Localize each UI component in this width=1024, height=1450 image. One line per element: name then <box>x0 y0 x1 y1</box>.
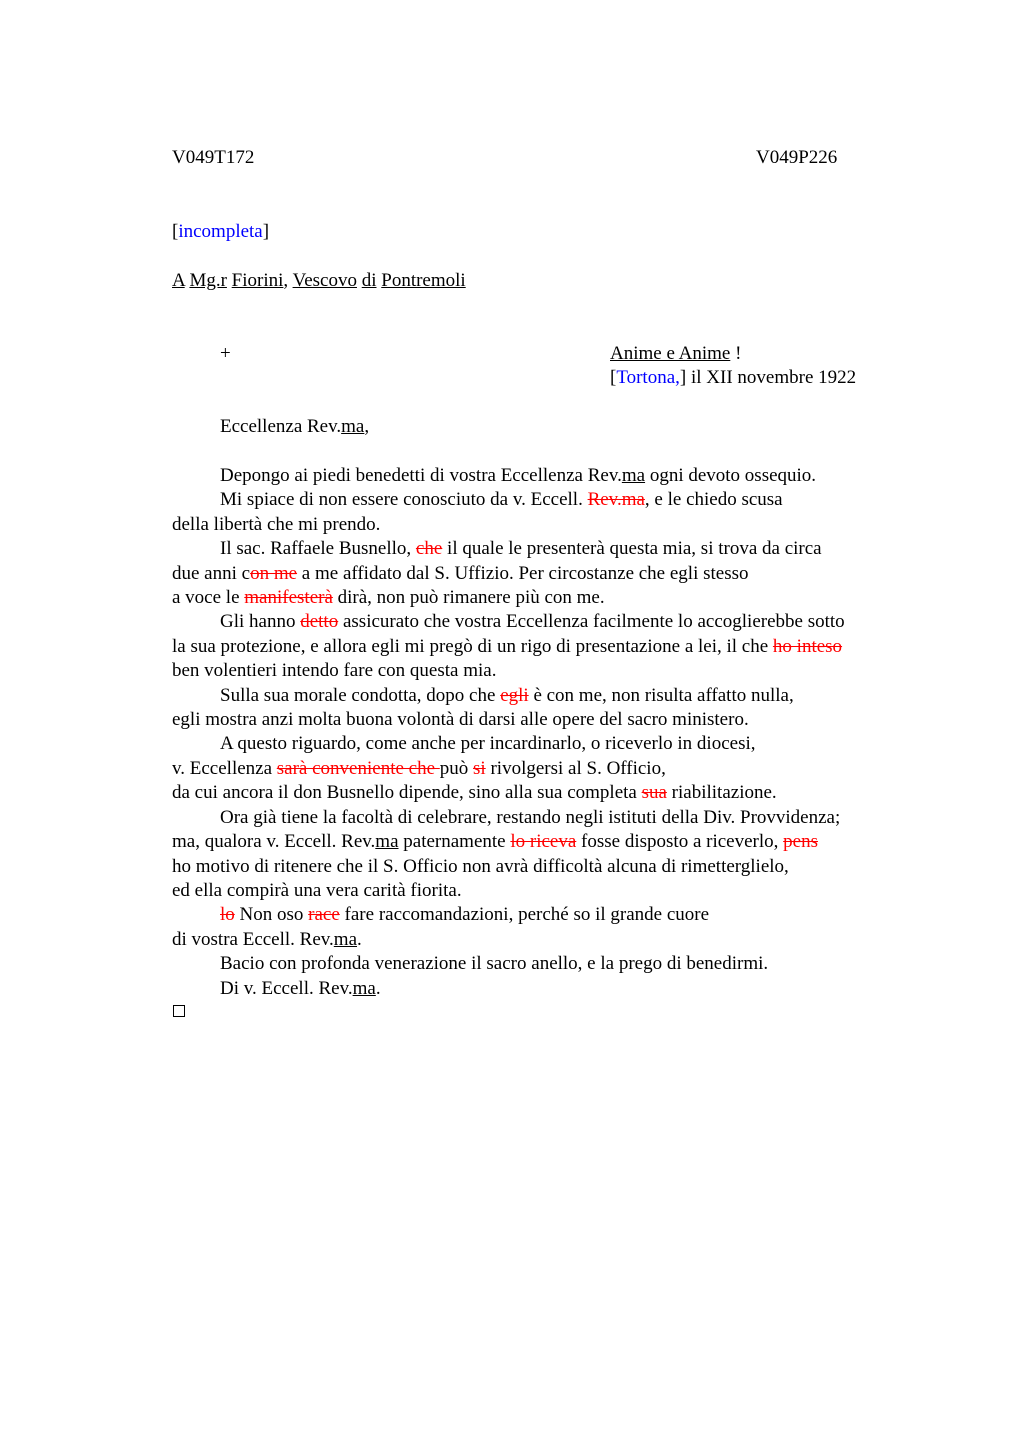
body-line: Il sac. Raffaele Busnello, che il quale le presenterà questa mia, si trova da circa <box>220 538 822 560</box>
deleted-text: che <box>415 538 443 560</box>
deleted-text: sarà conveniente che <box>276 757 440 779</box>
document-code-left: V049T172 <box>172 147 255 168</box>
motto: Anime e Anime ! <box>610 343 742 364</box>
body-line: di vostra Eccell. Rev.ma. <box>172 928 362 950</box>
body-line: la sua protezione, e allora egli mi pregò di un rigo di presentazione a lei, il che ho inteso <box>172 635 843 657</box>
body-line: Di v. Eccell. Rev.ma. <box>220 977 381 999</box>
status-label: incompleta <box>178 221 263 242</box>
body-line: Mi spiace di non essere conosciuto da v. Eccell. Rev.ma, e le chiedo scusa <box>220 489 783 511</box>
body-line: due anni con me a me affidato dal S. Uffizio. Per circostanze che egli stesso <box>172 562 749 584</box>
body-line: Gli hanno detto assicurato che vostra Eccellenza facilmente lo accoglierebbe sotto <box>220 611 845 633</box>
letter-body <box>172 464 912 1001</box>
deleted-text: lo <box>220 904 235 926</box>
cross-mark: + <box>220 343 231 364</box>
body-line: v. Eccellenza sarà conveniente che può si rivolgersi al S. Officio, <box>172 757 666 779</box>
body-line: a voce le manifesterà dirà, non può rimanere più con me. <box>172 587 605 609</box>
dateline-place: Tortona, <box>616 367 680 388</box>
end-checkbox-icon <box>173 1005 185 1017</box>
deleted-text: race <box>308 904 340 926</box>
deleted-text: sua <box>641 782 667 804</box>
body-line: della libertà che mi prendo. <box>172 513 381 535</box>
body-line: ben volentieri intendo fare con questa mia. <box>172 660 497 682</box>
deleted-text: detto <box>300 611 339 633</box>
deleted-text: ho inteso <box>772 635 843 657</box>
body-line: egli mostra anzi molta buona volontà di darsi alle opere del sacro ministero. <box>172 709 749 731</box>
deleted-text: lo riceva <box>510 831 577 853</box>
deleted-text: Rev.ma <box>587 489 645 511</box>
deleted-text: on me <box>250 562 298 584</box>
body-line: Ora già tiene la facoltà di celebrare, restando negli istituti della Div. Provvidenza; <box>220 806 841 828</box>
deleted-text: pens <box>783 831 818 853</box>
body-line: A questo riguardo, come anche per incardinarlo, o riceverlo in diocesi, <box>220 733 756 755</box>
salutation: Eccellenza Rev.ma, <box>220 416 370 437</box>
deleted-text: manifesterà <box>244 587 333 609</box>
deleted-text: si <box>473 757 486 779</box>
status-note: [incompleta] <box>172 221 270 242</box>
document-code-right: V049P226 <box>756 147 838 168</box>
body-line: ma, qualora v. Eccell. Rev.ma paternamente lo riceva fosse disposto a riceverlo, pens <box>172 831 818 853</box>
body-line: ed ella compirà una vera carità fiorita. <box>172 879 462 901</box>
addressee-line: A Mg.r Fiorini, Vescovo di Pontremoli <box>172 270 466 291</box>
body-line: Depongo ai piedi benedetti di vostra Eccellenza Rev.ma ogni devoto ossequio. <box>220 465 817 486</box>
body-line: lo Non oso race fare raccomandazioni, perché so il grande cuore <box>220 904 710 926</box>
body-line: ho motivo di ritenere che il S. Officio non avrà difficoltà alcuna di rimetterglielo, <box>172 855 789 877</box>
body-line: da cui ancora il don Busnello dipende, sino alla sua completa sua riabilitazione. <box>172 782 777 804</box>
body-line: Sulla sua morale condotta, dopo che egli è con me, non risulta affatto nulla, <box>220 684 794 706</box>
body-line: Bacio con profonda venerazione il sacro anello, e la prego di benedirmi. <box>220 953 769 975</box>
dateline: [Tortona,] il XII novembre 1922 <box>610 367 857 388</box>
deleted-text: egli <box>500 684 529 706</box>
